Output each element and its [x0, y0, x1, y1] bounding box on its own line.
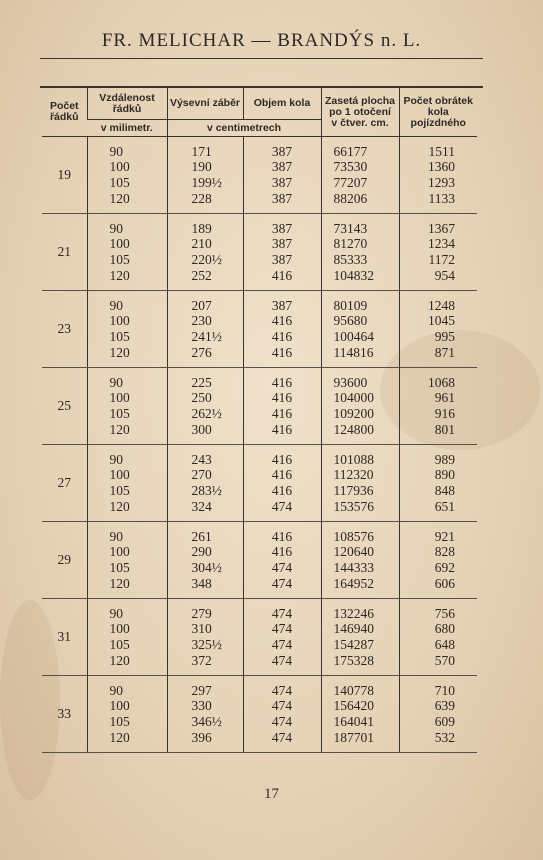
- sowing-width-value: 261: [191, 528, 212, 544]
- unit-millimeters: v milimetr.: [87, 120, 167, 137]
- sown-area-value: 164041: [333, 714, 374, 729]
- wheel-volume-value: 474: [271, 621, 293, 637]
- header-sown-area: [321, 88, 399, 137]
- wheel-volume-value: 387: [271, 252, 293, 267]
- sowing-width-value: 228: [191, 190, 212, 206]
- distance-value: 120: [109, 729, 130, 745]
- wheel-turns-value: 606: [434, 575, 455, 591]
- wheel-turns-value: 532: [434, 729, 455, 745]
- distance-cell: [87, 291, 167, 368]
- sown-area-value: 66177: [333, 143, 368, 159]
- wheel-turns-value: 848: [434, 483, 455, 498]
- sowing-width-value: 304½: [191, 560, 222, 575]
- distance-cell: [87, 445, 167, 522]
- distance-value: 90: [109, 605, 123, 621]
- sown-area-value: 81270: [333, 236, 368, 252]
- wheel-volume-value: 416: [271, 406, 293, 421]
- sowing-width-value: 241½: [191, 329, 222, 344]
- sown-area-value: 124800: [333, 421, 374, 437]
- wheel-turns-value: 828: [434, 544, 455, 560]
- sown-area-value: 187701: [333, 729, 374, 745]
- distance-value: 105: [109, 560, 130, 575]
- wheel-volume-cell-stack: [244, 298, 321, 360]
- distance-value: 90: [109, 682, 123, 698]
- header-wheel-volume: Objem kola: [243, 88, 321, 120]
- header-rule: [40, 58, 483, 59]
- wheel-turns-value: 995: [434, 329, 455, 344]
- wheel-volume-value: 387: [271, 220, 293, 236]
- wheel-volume-value: 416: [271, 544, 293, 560]
- wheel-turns-value: 692: [434, 560, 455, 575]
- wheel-volume-value: 387: [271, 297, 293, 313]
- sown-area-cell-stack: [322, 452, 399, 514]
- sowing-width-value: 243: [191, 451, 212, 467]
- wheel-turns-value: 921: [434, 528, 455, 544]
- wheel-volume-value: 416: [271, 528, 293, 544]
- wheel-turns-cell-stack: [400, 683, 478, 745]
- wheel-volume-value: 387: [271, 175, 293, 190]
- distance-value: 120: [109, 421, 130, 437]
- wheel-volume-cell: [243, 291, 321, 368]
- wheel-volume-value: 416: [271, 467, 293, 483]
- distance-value: 105: [109, 637, 130, 652]
- wheel-volume-cell-stack: [244, 375, 321, 437]
- wheel-turns-value: 609: [434, 714, 455, 729]
- distance-value: 100: [109, 544, 130, 560]
- unit-square-cm: v čtver. cm.: [331, 116, 389, 129]
- distance-cell: [87, 599, 167, 676]
- wheel-turns-value: 961: [434, 390, 455, 406]
- wheel-turns-cell: [399, 522, 477, 599]
- header-wheel-turns: Počet obrátek kola pojízdného: [399, 88, 477, 137]
- sown-area-value: 100464: [333, 329, 374, 344]
- wheel-turns-cell: [399, 676, 477, 753]
- wheel-turns-cell: [399, 137, 477, 214]
- sowing-width-value: 346½: [191, 714, 222, 729]
- wheel-volume-value: 474: [271, 575, 293, 591]
- wheel-volume-cell: [243, 522, 321, 599]
- wheel-turns-value: 916: [434, 406, 455, 421]
- rows-count-value: 33: [57, 706, 71, 722]
- distance-cell-stack: [88, 375, 167, 437]
- wheel-volume-value: 387: [271, 143, 293, 159]
- header-rows-count: Počet řádků: [42, 88, 87, 137]
- wheel-volume-value: 474: [271, 729, 293, 745]
- sown-area-value: 164952: [333, 575, 374, 591]
- sowing-table: [42, 88, 477, 753]
- distance-value: 105: [109, 406, 130, 421]
- wheel-volume-value: 474: [271, 637, 293, 652]
- wheel-turns-cell-stack: [400, 375, 478, 437]
- rows-count-value: 29: [57, 552, 71, 568]
- distance-value: 100: [109, 621, 130, 637]
- distance-cell: [87, 214, 167, 291]
- distance-value: 105: [109, 329, 130, 344]
- wheel-volume-value: 416: [271, 421, 293, 437]
- header-sowing-width: Výsevní záběr: [167, 88, 243, 120]
- rows-count-value: 31: [57, 629, 71, 645]
- sown-area-cell: [321, 522, 399, 599]
- wheel-turns-cell: [399, 291, 477, 368]
- distance-cell: [87, 522, 167, 599]
- wheel-turns-value: 680: [434, 621, 455, 637]
- wheel-turns-value: 1248: [428, 297, 455, 313]
- table-row-group: [42, 522, 477, 599]
- sowing-width-value: 310: [191, 621, 212, 637]
- rows-count-cell: [42, 137, 87, 214]
- wheel-turns-cell-stack: [400, 298, 478, 360]
- sowing-width-cell: [167, 445, 243, 522]
- sown-area-value: 104832: [333, 267, 374, 283]
- wheel-volume-value: 474: [271, 498, 293, 514]
- wheel-turns-cell: [399, 599, 477, 676]
- sowing-width-value: 276: [191, 344, 212, 360]
- sown-area-cell-stack: [322, 144, 399, 206]
- distance-value: 100: [109, 390, 130, 406]
- sowing-width-cell: [167, 291, 243, 368]
- wheel-turns-cell: [399, 445, 477, 522]
- rows-count-cell: [42, 676, 87, 753]
- sowing-width-cell: [167, 676, 243, 753]
- wheel-turns-cell-stack: [400, 529, 478, 591]
- rows-count-cell: [42, 291, 87, 368]
- wheel-volume-value: 416: [271, 374, 293, 390]
- wheel-volume-value: 474: [271, 682, 293, 698]
- sown-area-value: 117936: [333, 483, 374, 498]
- rows-count-value: 27: [57, 475, 71, 491]
- wheel-volume-cell-stack: [244, 683, 321, 745]
- sowing-width-value: 189: [191, 220, 212, 236]
- sown-area-cell: [321, 676, 399, 753]
- wheel-volume-cell: [243, 599, 321, 676]
- sown-area-value: 156420: [333, 698, 374, 714]
- wheel-volume-value: 474: [271, 560, 293, 575]
- sown-area-value: 80109: [333, 297, 368, 313]
- wheel-volume-cell-stack: [244, 144, 321, 206]
- distance-cell: [87, 368, 167, 445]
- sown-area-value: 114816: [333, 344, 374, 360]
- sowing-width-cell: [167, 522, 243, 599]
- sown-area-cell-stack: [322, 529, 399, 591]
- rows-count-value: 23: [57, 321, 71, 337]
- sown-area-value: 175328: [333, 652, 374, 668]
- table-row-group: [42, 368, 477, 445]
- sowing-width-cell-stack: [168, 452, 243, 514]
- distance-value: 100: [109, 159, 130, 175]
- wheel-turns-value: 1133: [428, 190, 455, 206]
- sown-area-value: 85333: [333, 252, 368, 267]
- wheel-volume-value: 416: [271, 267, 293, 283]
- distance-value: 90: [109, 451, 123, 467]
- unit-centimeters: v centimetrech: [167, 120, 321, 137]
- wheel-volume-value: 474: [271, 714, 293, 729]
- sowing-width-value: 297: [191, 682, 212, 698]
- wheel-volume-value: 474: [271, 698, 293, 714]
- distance-value: 100: [109, 698, 130, 714]
- sowing-width-cell: [167, 137, 243, 214]
- page-header: FR. MELICHAR — BRANDÝS n. L.: [101, 30, 422, 51]
- wheel-turns-value: 954: [434, 267, 455, 283]
- wheel-turns-value: 890: [434, 467, 455, 483]
- wheel-turns-value: 710: [434, 682, 455, 698]
- wheel-volume-cell-stack: [244, 529, 321, 591]
- wheel-turns-value: 1367: [428, 220, 455, 236]
- sowing-width-cell-stack: [168, 529, 243, 591]
- distance-cell-stack: [88, 606, 167, 668]
- sowing-width-value: 300: [191, 421, 212, 437]
- sown-area-cell-stack: [322, 683, 399, 745]
- distance-value: 120: [109, 190, 130, 206]
- wheel-turns-value: 1360: [428, 159, 455, 175]
- rows-count-cell: [42, 368, 87, 445]
- sowing-width-cell-stack: [168, 683, 243, 745]
- sown-area-cell-stack: [322, 298, 399, 360]
- wheel-volume-cell: [243, 137, 321, 214]
- header-sown-area-label: Zasetá plocha po 1 otočení: [324, 94, 396, 118]
- sowing-width-value: 171: [191, 143, 212, 159]
- sowing-width-cell-stack: [168, 375, 243, 437]
- wheel-turns-value: 570: [434, 652, 455, 668]
- sown-area-value: 154287: [333, 637, 374, 652]
- sowing-width-value: 252: [191, 267, 212, 283]
- sowing-width-value: 283½: [191, 483, 222, 498]
- distance-value: 120: [109, 267, 130, 283]
- sowing-width-value: 190: [191, 159, 212, 175]
- distance-value: 120: [109, 652, 130, 668]
- rows-count-cell: [42, 599, 87, 676]
- sown-area-cell: [321, 368, 399, 445]
- rows-count-cell: [42, 445, 87, 522]
- sown-area-value: 73143: [333, 220, 368, 236]
- sown-area-value: 93600: [333, 374, 368, 390]
- rows-count-cell: [42, 214, 87, 291]
- sowing-width-cell-stack: [168, 298, 243, 360]
- distance-value: 100: [109, 467, 130, 483]
- sown-area-value: 101088: [333, 451, 374, 467]
- wheel-turns-value: 756: [434, 605, 455, 621]
- page-number: 17: [264, 786, 279, 802]
- sown-area-cell: [321, 291, 399, 368]
- sowing-width-cell: [167, 368, 243, 445]
- wheel-volume-value: 416: [271, 344, 293, 360]
- distance-value: 90: [109, 374, 123, 390]
- sown-area-value: 77207: [333, 175, 368, 190]
- sowing-width-value: 325½: [191, 637, 222, 652]
- sown-area-value: 120640: [333, 544, 374, 560]
- wheel-volume-value: 474: [271, 652, 293, 668]
- wheel-turns-value: 801: [434, 421, 455, 437]
- sowing-width-value: 330: [191, 698, 212, 714]
- distance-cell-stack: [88, 221, 167, 283]
- distance-cell-stack: [88, 683, 167, 745]
- table-row-group: [42, 137, 477, 214]
- wheel-volume-cell: [243, 676, 321, 753]
- sown-area-value: 108576: [333, 528, 374, 544]
- sowing-width-value: 372: [191, 652, 212, 668]
- sown-area-value: 104000: [333, 390, 374, 406]
- sowing-width-cell-stack: [168, 606, 243, 668]
- sown-area-value: 109200: [333, 406, 374, 421]
- sowing-width-value: 324: [191, 498, 212, 514]
- sown-area-value: 88206: [333, 190, 368, 206]
- wheel-volume-cell: [243, 445, 321, 522]
- sown-area-cell: [321, 599, 399, 676]
- sowing-width-cell-stack: [168, 144, 243, 206]
- sowing-width-value: 230: [191, 313, 212, 329]
- wheel-volume-value: 416: [271, 483, 293, 498]
- sown-area-cell-stack: [322, 606, 399, 668]
- rows-count-value: 25: [57, 398, 71, 414]
- wheel-turns-value: 1234: [428, 236, 455, 252]
- sowing-width-value: 270: [191, 467, 212, 483]
- wheel-volume-value: 474: [271, 605, 293, 621]
- sowing-width-cell: [167, 599, 243, 676]
- wheel-volume-value: 416: [271, 313, 293, 329]
- wheel-turns-cell: [399, 214, 477, 291]
- distance-value: 100: [109, 313, 130, 329]
- distance-value: 105: [109, 714, 130, 729]
- sowing-width-value: 207: [191, 297, 212, 313]
- sown-area-cell: [321, 445, 399, 522]
- wheel-volume-value: 416: [271, 451, 293, 467]
- sown-area-value: 73530: [333, 159, 368, 175]
- distance-cell-stack: [88, 144, 167, 206]
- table-row-group: [42, 214, 477, 291]
- table-row-group: [42, 445, 477, 522]
- wheel-turns-value: 871: [434, 344, 455, 360]
- sowing-width-value: 199½: [191, 175, 222, 190]
- distance-value: 90: [109, 143, 123, 159]
- sowing-width-value: 220½: [191, 252, 222, 267]
- distance-cell: [87, 676, 167, 753]
- rows-count-value: 21: [57, 244, 71, 260]
- sowing-width-cell: [167, 214, 243, 291]
- wheel-turns-value: 1068: [428, 374, 455, 390]
- distance-value: 105: [109, 252, 130, 267]
- distance-value: 120: [109, 575, 130, 591]
- distance-cell-stack: [88, 529, 167, 591]
- sown-area-cell: [321, 214, 399, 291]
- sown-area-value: 95680: [333, 313, 368, 329]
- wheel-turns-cell-stack: [400, 144, 478, 206]
- wheel-turns-value: 1511: [428, 143, 455, 159]
- distance-value: 100: [109, 236, 130, 252]
- sowing-width-value: 262½: [191, 406, 222, 421]
- table-row-group: [42, 676, 477, 753]
- distance-value: 90: [109, 220, 123, 236]
- distance-value: 105: [109, 175, 130, 190]
- rows-count-cell: [42, 522, 87, 599]
- distance-value: 120: [109, 498, 130, 514]
- wheel-turns-cell-stack: [400, 606, 478, 668]
- wheel-volume-cell: [243, 368, 321, 445]
- wheel-turns-value: 648: [434, 637, 455, 652]
- wheel-turns-value: 1293: [428, 175, 455, 190]
- distance-value: 90: [109, 528, 123, 544]
- distance-cell: [87, 137, 167, 214]
- wheel-turns-value: 639: [434, 698, 455, 714]
- sowing-width-value: 279: [191, 605, 212, 621]
- sown-area-value: 153576: [333, 498, 374, 514]
- sowing-width-cell-stack: [168, 221, 243, 283]
- table-row-group: [42, 291, 477, 368]
- wheel-turns-cell-stack: [400, 452, 478, 514]
- wheel-volume-value: 416: [271, 390, 293, 406]
- sown-area-cell-stack: [322, 375, 399, 437]
- wheel-volume-value: 387: [271, 236, 293, 252]
- sowing-width-value: 225: [191, 374, 212, 390]
- wheel-turns-value: 1172: [428, 252, 455, 267]
- header-distance: Vzdálenost řádků: [87, 88, 167, 120]
- wheel-turns-value: 651: [434, 498, 455, 514]
- sowing-width-value: 396: [191, 729, 212, 745]
- wheel-turns-value: 1045: [428, 313, 455, 329]
- wheel-volume-value: 387: [271, 159, 293, 175]
- sowing-width-value: 290: [191, 544, 212, 560]
- wheel-turns-value: 989: [434, 451, 455, 467]
- rows-count-value: 19: [57, 167, 71, 183]
- sown-area-value: 146940: [333, 621, 374, 637]
- wheel-volume-cell-stack: [244, 606, 321, 668]
- wheel-turns-cell-stack: [400, 221, 478, 283]
- sown-area-value: 112320: [333, 467, 374, 483]
- distance-value: 105: [109, 483, 130, 498]
- distance-value: 120: [109, 344, 130, 360]
- table-body: [42, 137, 477, 753]
- sown-area-cell-stack: [322, 221, 399, 283]
- wheel-volume-cell-stack: [244, 452, 321, 514]
- sown-area-value: 144333: [333, 560, 374, 575]
- sowing-width-value: 348: [191, 575, 212, 591]
- sown-area-value: 132246: [333, 605, 374, 621]
- distance-value: 90: [109, 297, 123, 313]
- sown-area-cell: [321, 137, 399, 214]
- distance-cell-stack: [88, 452, 167, 514]
- table-row-group: [42, 599, 477, 676]
- wheel-volume-cell-stack: [244, 221, 321, 283]
- wheel-turns-cell: [399, 368, 477, 445]
- sowing-width-value: 250: [191, 390, 212, 406]
- sowing-width-value: 210: [191, 236, 212, 252]
- wheel-volume-cell: [243, 214, 321, 291]
- wheel-volume-value: 416: [271, 329, 293, 344]
- distance-cell-stack: [88, 298, 167, 360]
- sown-area-value: 140778: [333, 682, 374, 698]
- wheel-volume-value: 387: [271, 190, 293, 206]
